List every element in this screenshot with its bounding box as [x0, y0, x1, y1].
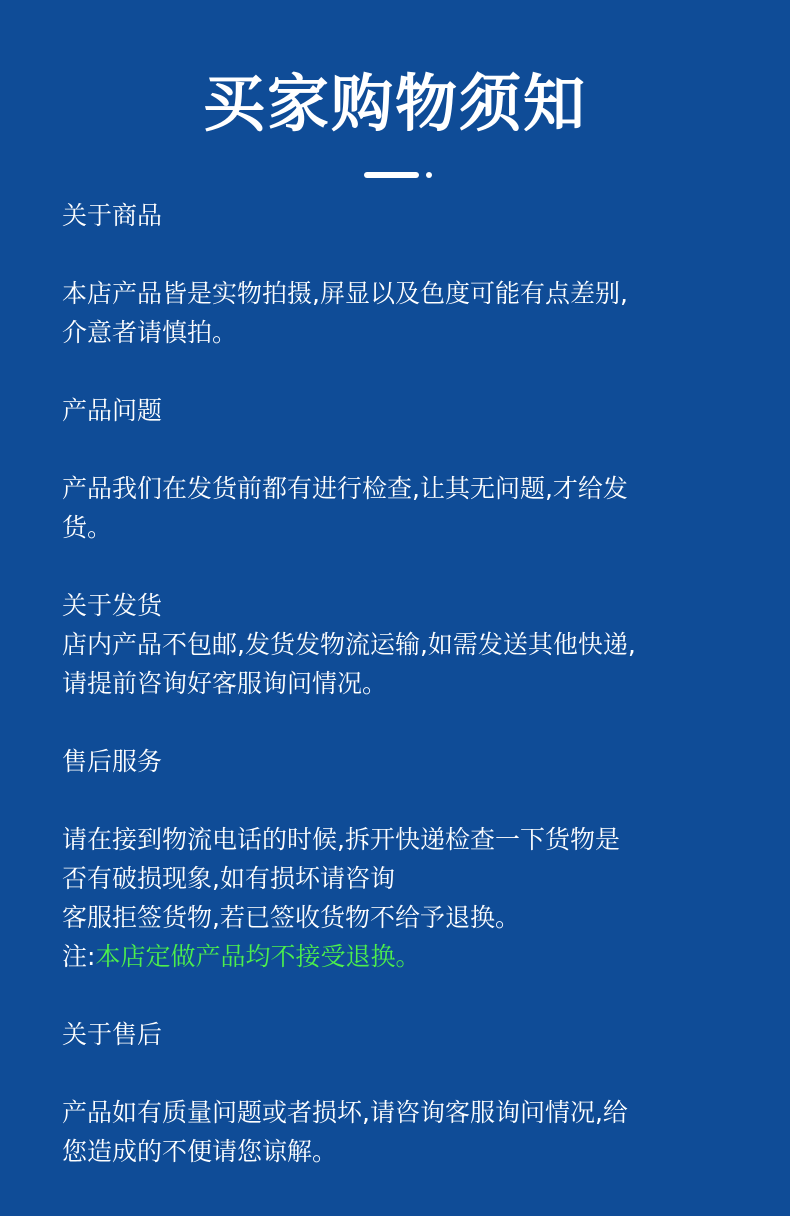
title-divider [364, 172, 434, 182]
section-heading: 售后服务 [62, 747, 163, 776]
section-text-line: 店内产品不包邮,发货发物流运输,如需发送其他快递, [62, 630, 636, 659]
section-heading: 关于售后 [62, 1020, 163, 1049]
section-note [62, 937, 762, 976]
notice-content [62, 196, 762, 1171]
section-text-line: 货。 [62, 513, 113, 542]
note-highlight-text: 本店定做产品均不接受退换。 [95, 942, 421, 971]
section-heading: 关于商品 [62, 201, 163, 230]
section-text-line: 您造成的不便请您谅解。 [62, 1137, 338, 1166]
divider-dot [426, 172, 432, 178]
section-text-line: 否有破损现象,如有损坏请咨询 [62, 864, 395, 893]
section-heading: 关于发货 [62, 591, 163, 620]
section-text-line: 介意者请慎拍。 [62, 318, 238, 347]
page-title: 买家购物须知 [202, 67, 587, 140]
section-about-product [62, 196, 762, 352]
section-text-line: 本店产品皆是实物拍摄,屏显以及色度可能有点差别, [62, 279, 628, 308]
section-text-line: 客服拒签货物,若已签收货物不给予退换。 [62, 903, 520, 932]
section-product-issues [62, 391, 762, 547]
section-text-line: 产品我们在发货前都有进行检查,让其无问题,才给发 [62, 474, 628, 503]
section-text-line: 产品如有质量问题或者损坏,请咨询客服询问情况,给 [62, 1098, 628, 1127]
section-about-after-sales [62, 1015, 762, 1171]
note-label: 注: [62, 942, 96, 971]
section-about-shipping [62, 586, 762, 703]
section-text-line: 请在接到物流电话的时候,拆开快递检查一下货物是 [62, 825, 620, 854]
section-after-sales-service [62, 742, 762, 976]
section-text-line: 请提前咨询好客服询问情况。 [62, 669, 388, 698]
section-heading: 产品问题 [62, 396, 163, 425]
divider-bar [364, 172, 419, 178]
